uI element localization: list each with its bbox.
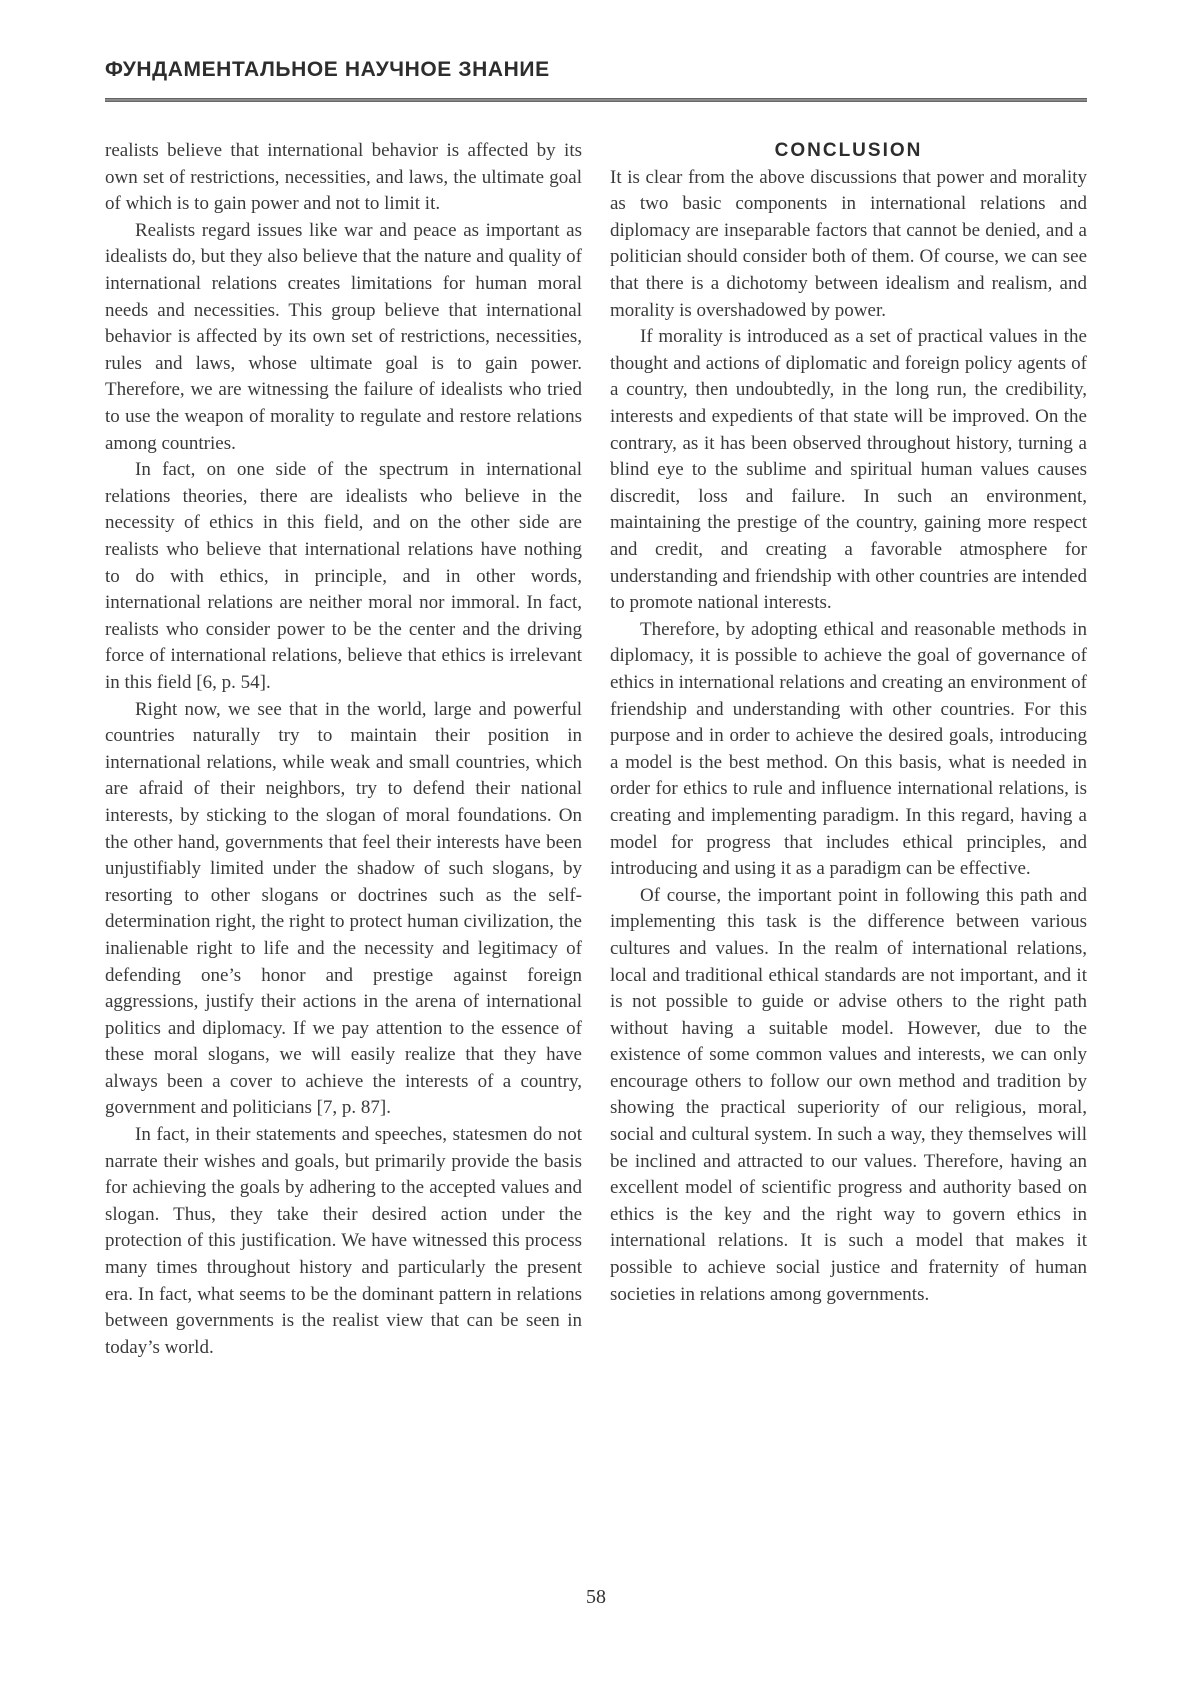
paragraph: Of course, the important point in following this path and implementing this task is the difference between various cultures and values. In the realm of international relations, local and traditional ethical standards are not important, and it is not possible to guide or advise others to the right path without having a suitable model. However, due to the existence of some common values and interests, we can only encourage others to follow our own method and tradition by showing the practical superiority of our religious, moral, social and cultural system. In such a way, they themselves will be inclined and attracted to our values. Therefore, having an excellent model of scientific progress and authority based on ethics is the key and the right way to govern ethics in international relations. It is such a model that makes it possible to achieve social justice and fraternity of human societies in relations among governments. bbox=[610, 884, 1087, 1305]
conclusion-heading: CONCLUSION bbox=[774, 140, 923, 162]
paragraph: Right now, we see that in the world, large and powerful countries naturally try to maintain their position in international relations, while weak and small countries, which are afraid of their neighbors, try to defend their national interests, by sticking to the slogan of moral foundations. On the other hand, governments that feel their interests have been unjustifiably limited under the shadow of such slogans, by resorting to other slogans or doctrines such as the self-determination right, the right to protect human civilization, the inalienable right to life and the necessity and legitimacy of defending one’s honor and prestige against foreign aggressions, justify their actions in the arena of international politics and diplomacy. If we pay attention to the essence of these moral slogans, we will easily realize that they have always been a cover to achieve the interests of a country, government and politicians [7, p. 87]. bbox=[105, 698, 582, 1119]
paragraph: If morality is introduced as a set of practical values in the thought and actions of diplomatic and foreign policy agents of a country, then undoubtedly, in the long run, the credibility, interests and expedients of that state will be improved. On the contrary, as it has been observed throughout history, turning a blind eye to the sublime and spiritual human values causes discredit, loss and failure. In such an environment, maintaining the prestige of the country, gaining more respect and credit, and creating a favorable atmosphere for understanding and friendship with other countries are intended to promote national interests. bbox=[610, 326, 1087, 614]
paragraph: In fact, in their statements and speeches, statesmen do not narrate their wishes and goals, but primarily provide the basis for achieving the goals by adhering to the accepted values and slogan. Thus, they take their desired action under the protection of this justification. We have witnessed this process many times throughout history and particularly the present era. In fact, what seems to be the dominant pattern in relations between governments is the realist view that can be seen in today’s world. bbox=[105, 1124, 582, 1358]
paragraph: Realists regard issues like war and peace as important as idealists do, but they also believe that the nature and quality of international relations creates limitations for human moral needs and necessities. This group believe that international behavior is affected by its own set of restrictions, necessities, rules and laws, whose ultimate goal is to gain power. Therefore, we are witnessing the failure of idealists who tried to use the weapon of morality to regulate and restore relations among countries. bbox=[105, 219, 582, 454]
left-column bbox=[105, 138, 582, 1361]
page-content bbox=[105, 58, 1087, 1361]
right-column bbox=[610, 138, 1087, 1361]
header-rule bbox=[105, 98, 1087, 102]
paragraph: realists believe that international behavior is affected by its own set of restrictions, necessities, and laws, the ultimate goal of which is to gain power and not to limit it. bbox=[105, 140, 582, 215]
paragraph: In fact, on one side of the spectrum in international relations theories, there are idealists who believe in the necessity of ethics in this field, and on the other side are realists who believe that international relations have nothing to do with ethics, in principle, and in other words, international relations are neither moral nor immoral. In fact, realists who consider power to be the center and the driving force of international relations, believe that ethics is irrelevant in this field [6, p. 54]. bbox=[105, 459, 582, 693]
running-head: ФУНДАМЕНТАЛЬНОЕ НАУЧНОЕ ЗНАНИЕ bbox=[105, 58, 550, 81]
text-columns bbox=[105, 138, 1087, 1361]
page-number: 58 bbox=[586, 1586, 606, 1608]
paragraph: It is clear from the above discussions that power and morality as two basic components in international relations and diplomacy are inseparable factors that cannot be denied, and a politician should consider both of them. Of course, we can see that there is a dichotomy between idealism and realism, and morality is overshadowed by power. bbox=[610, 166, 1087, 321]
paragraph: Therefore, by adopting ethical and reasonable methods in diplomacy, it is possible to achieve the goal of governance of ethics in international relations and creating an environment of friendship and understanding with other countries. For this purpose and in order to achieve the desired goals, introducing a model is the best method. On this basis, what is needed in order for ethics to rule and influence international relations, is creating and implementing paradigm. In this regard, having a model for progress that includes ethical principles, and introducing and using it as a paradigm can be effective. bbox=[610, 618, 1087, 880]
